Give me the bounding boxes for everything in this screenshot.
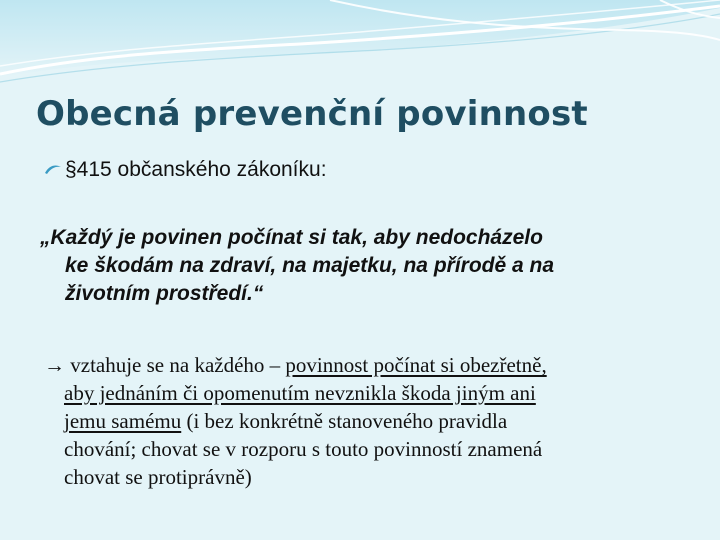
quote-line: „Každý je povinen počínat si tak, aby nedocházelo [40, 226, 543, 249]
explanation-paragraph [44, 351, 694, 491]
para-line [44, 407, 694, 435]
para-line [44, 351, 694, 379]
para-line: chovat se protiprávně) [64, 465, 252, 489]
para-text: vztahuje se na každého – [65, 353, 286, 377]
bullet-text: §415 občanského zákoníku: [65, 158, 327, 181]
para-text: (i bez konkrétně stanoveného pravidla [181, 409, 508, 433]
quote-line: životním prostředí.“ [65, 282, 264, 305]
underlined-text: aby jednáním či opomenutím nevznikla škoda jiným ani [64, 381, 536, 405]
para-line [44, 379, 694, 407]
para-line: chování; chovat se v rozporu s touto povinností znamená [64, 437, 543, 461]
swoosh-bullet-icon [44, 159, 62, 175]
quote-line: ke škodám na zdraví, na majetku, na přírodě a na [65, 254, 555, 277]
quote-block [40, 224, 690, 308]
page-title: Obecná prevenční povinnost [36, 94, 588, 134]
underlined-text: povinnost počínat si obezřetně, [285, 353, 547, 377]
underlined-text: jemu samému [64, 409, 182, 433]
arrow-icon: → [44, 353, 65, 377]
bullet-item [44, 158, 327, 182]
